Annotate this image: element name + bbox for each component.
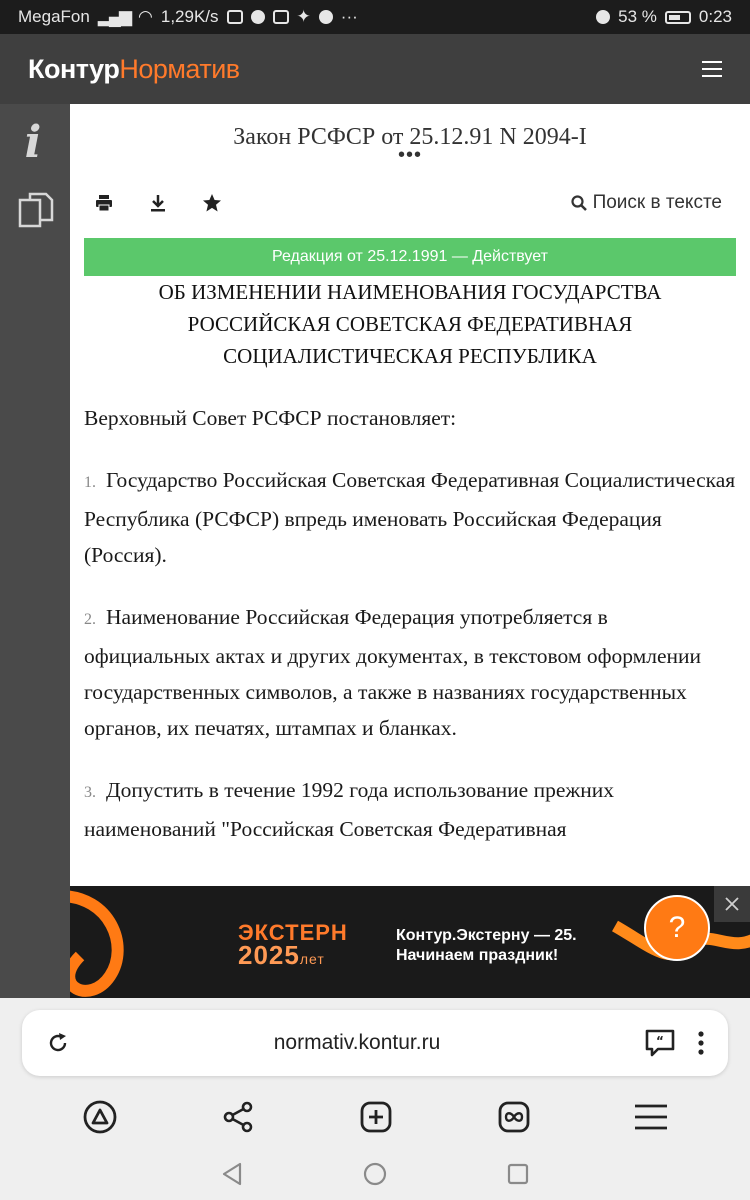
address-bar[interactable] [22,1010,728,1076]
site-header [0,34,750,104]
message-icon [251,10,265,24]
document-toolbar [92,188,722,218]
document-body [84,400,736,873]
documents-icon[interactable] [18,192,54,228]
paragraph-2 [84,599,736,746]
home-icon[interactable] [363,1162,387,1186]
browser-bottom-nav [0,1094,750,1140]
hamburger-icon[interactable] [702,61,722,77]
alice-icon[interactable] [82,1099,118,1135]
close-icon[interactable] [714,886,750,922]
help-button[interactable]: ? [644,895,710,961]
paragraph-1 [84,462,736,573]
left-sidebar [0,104,70,998]
download-icon[interactable] [146,191,170,215]
ad-brand-line: ЭКСТЕРН [238,920,348,945]
ad-text [396,926,577,966]
share-icon[interactable] [221,1100,255,1134]
logo[interactable] [28,54,240,85]
paragraph-number: 3. [84,784,96,801]
ad-brand-suffix: лет [299,951,325,967]
print-icon[interactable] [92,191,116,215]
menu-icon[interactable] [634,1104,668,1130]
battery-percent: 53 % [618,7,657,26]
paragraph-3 [84,772,736,847]
paragraph-text: Государство Российская Советская Федеративная Социалистическая Республика (РСФСР) впредь именовать Российская Федерация (Россия). [84,468,736,567]
more-vertical-icon[interactable] [698,1031,704,1055]
recents-icon[interactable] [507,1163,529,1185]
paragraph-number: 1. [84,474,96,491]
url-text[interactable]: normativ.kontur.ru [273,1031,441,1054]
logo-kontur: Контур [28,53,120,84]
image-icon [273,10,289,24]
signal-icon: ▂▄▆ [97,7,131,26]
network-speed: 1,29K/s [160,7,219,26]
preamble: Верховный Совет РСФСР постановляет: [84,406,457,430]
search-icon [571,195,587,211]
search-label: Поиск в тексте [592,192,722,213]
ad-brand [238,922,378,970]
new-tab-icon[interactable] [359,1100,393,1134]
wifi-icon: ◠ [138,7,153,26]
paragraph-number: 2. [84,611,96,628]
heading-line: РОССИЙСКАЯ СОВЕТСКАЯ ФЕДЕРАТИВНАЯ [187,312,633,336]
paragraph-text: Допустить в течение 1992 года использование прежних наименований "Российская Советская Федеративная [84,778,614,841]
reload-icon[interactable] [46,1031,70,1055]
paragraph-text: Наименование Российская Федерация употребляется в официальных актах и других документах, в текстовом оформлении государственных символов, а также в названиях государственных органов, их печатях, штампах и бланках. [84,605,702,740]
info-icon[interactable]: i [24,117,42,168]
browser-chrome [0,998,750,1200]
clock: 0:23 [698,7,732,26]
ad-brand-year: 2025 [238,940,300,970]
heading-line: СОЦИАЛИСТИЧЕСКАЯ РЕСПУБЛИКА [223,344,597,368]
star-icon[interactable] [200,191,224,215]
back-icon[interactable] [221,1162,243,1186]
ad-text-line: Контур.Экстерну — 25. [396,927,577,944]
chat-icon[interactable] [644,1028,676,1058]
search-in-text-button[interactable] [571,192,722,214]
data-saver-icon [596,10,610,24]
battery-icon [665,11,691,24]
heading-line: ОБ ИЗМЕНЕНИИ НАИМЕНОВАНИЯ ГОСУДАРСТВА [158,280,662,304]
edition-banner[interactable]: Редакция от 25.12.1991 — Действует [84,238,736,276]
logo-normativ: Норматив [119,53,240,84]
more-button[interactable]: ••• [397,144,422,166]
status-bar [0,0,750,34]
document-heading [84,276,736,372]
carrier-name: MegaFon [18,7,90,26]
document-panel [70,104,750,998]
infinity-icon[interactable] [497,1100,531,1134]
calendar-icon [227,10,243,24]
system-nav-bar [0,1154,750,1194]
chrome-icon [319,10,333,24]
document-title: Закон РСФСР от 25.12.91 N 2094-I [233,124,587,150]
more-notifications-icon: ··· [340,7,358,26]
sparkle-icon: ✦ [296,7,311,26]
svg-text:“: “ [656,1034,664,1048]
ad-text-line: Начинаем праздник! [396,947,559,964]
